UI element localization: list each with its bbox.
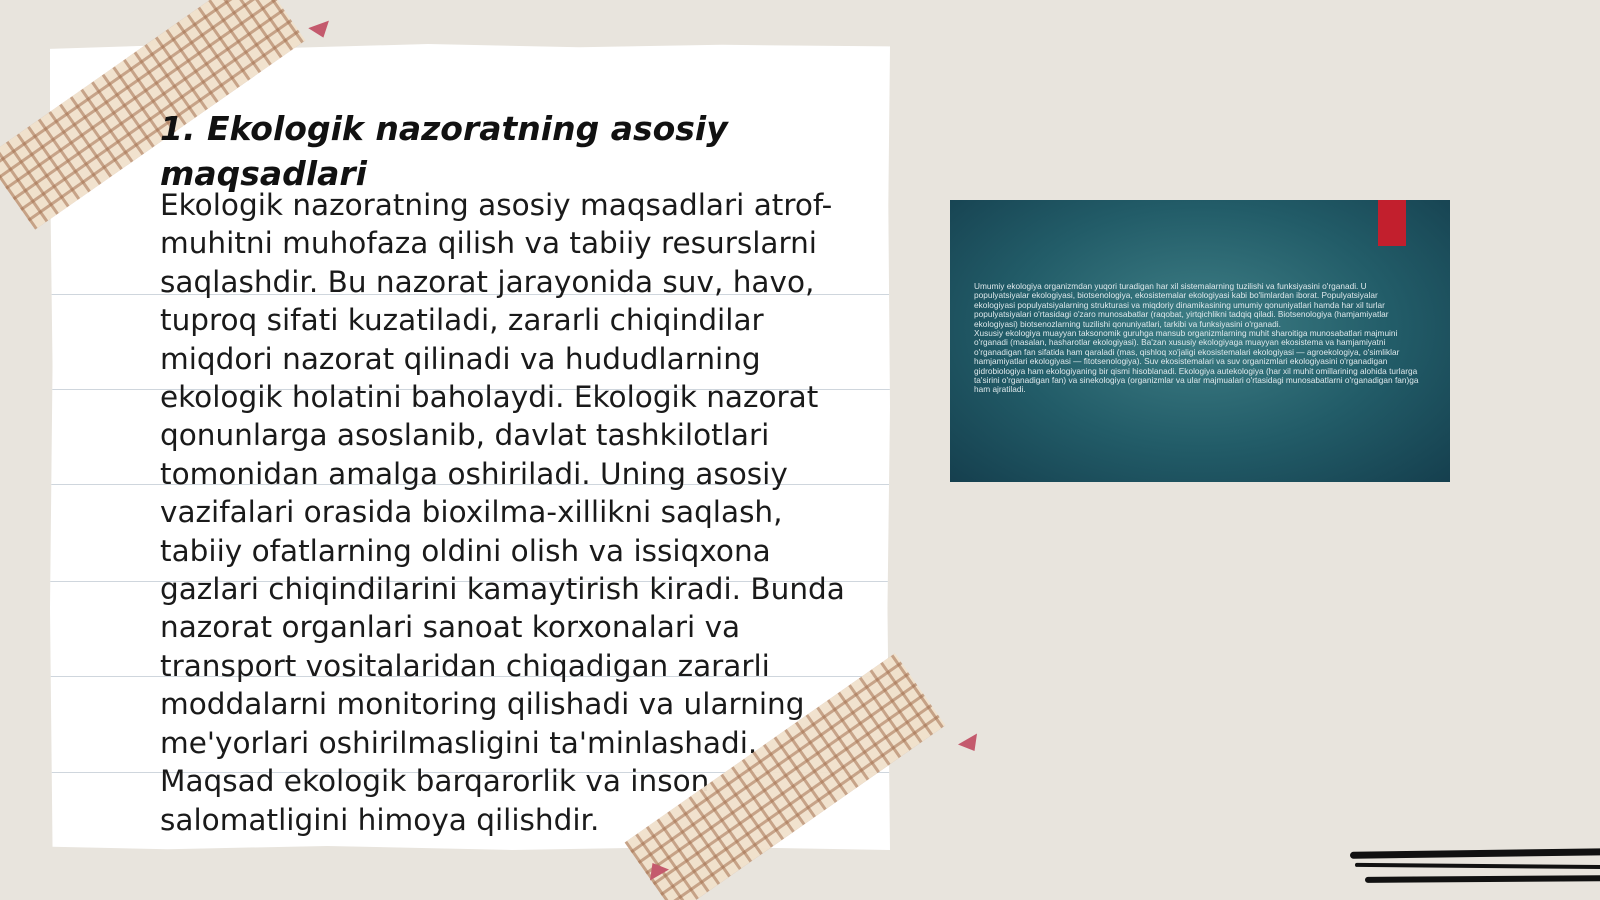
red-accent-flag [1378, 200, 1406, 246]
pin-icon [958, 733, 984, 756]
brush-stroke [1365, 875, 1600, 883]
slide-body-text: Ekologik nazoratning asosiy maqsadlari atrof-muhitni muhofaza qilish va tabiiy resurslarni saqlashdir. Bu nazorat jarayonida suv, havo, tuproq sifati kuzatiladi, zararli chiqindilar miqdori nazorat qilinadi va hududlarning ekologik holatini baholaydi. Ekologik nazorat qonunlarga asoslanib, davlat tashkilotlari tomonidan amalga oshiriladi. Uning asosiy vazifalari orasida bioxilma-xillikni saqlash, tabiiy ofatlarning oldini olish va issiqxona gazlari chiqindilarini kamaytirish kiradi. Bunda nazorat organlari sanoat korxonalari va transport vositalaridan chiqadigan zararli moddalarni monitoring qilishadi va ularning me'yorlari oshirilmasligini ta'minlashadi. Maqsad ekologik barqarorlik va inson salomatligini himoya qilishdir. [160, 188, 845, 837]
brush-stroke [1355, 863, 1600, 869]
embedded-slide-thumbnail [950, 200, 1450, 482]
brush-stroke [1350, 848, 1600, 859]
slide-title: 1. Ekologik nazoratning asosiy maqsadlari [160, 109, 728, 193]
pin-icon [308, 21, 333, 42]
thumbnail-text: Umumiy ekologiya organizmdan yuqori turadigan har xil sistemalarning tuzilishi va funksiyasini o'rganadi. U populyatsiyalar ekologiyasi, biotsenologiya, ekosistemalar ekologiyasi kabi bo'limlardan iborat. Populyatsiyalar ekologiyasi populyatsiyalarning strukturasi va miqdoriy dinamikasining umumiy qonuniyatlari hamda har xil turlar populyatsiyalari o'rtasidagi o'zaro munosabatlar (raqobat, yirtqichlikni tadqiq qiladi. Biotsenologiya (hamjamiyatlar ekologiyasi) biotsenozlarning tuzilishi qonuniyatlari, tarkibi va funksiyasini o'rganadi. Xususiy ekologiya muayyan taksonomik guruhga mansub organizmlarning muhit sharoitiga munosabatlari majmuini o'rganadi (masalan, hasharotlar ekologiyasi). Ba'zan xususiy ekologiyaga muayyan ekosistema va hamjamiyatni o'rganadigan fan sifatida ham qaraladi (mas, qishloq xo'jaligi ekosistemalari ekologiyasi — agroekologiya, o'simliklar hamjamiyatlari ekologiyasi — fitotsenologiya). Suv ekosistemalari va suv organizmlari ekologiyasini o'rganadigan gidrobiologiya ham ekologiyaning bir qismi hisoblanadi. Ekologiya autekologiya (har xil muhit omillarining alohida turlarga ta'sirini o'rganadigan fan) va sinekologiya (organizmlar va ular majmualari o'rtasidagi munosabatlarni o'rganadigan fan)ga ham ajratiladi. [974, 281, 1419, 395]
